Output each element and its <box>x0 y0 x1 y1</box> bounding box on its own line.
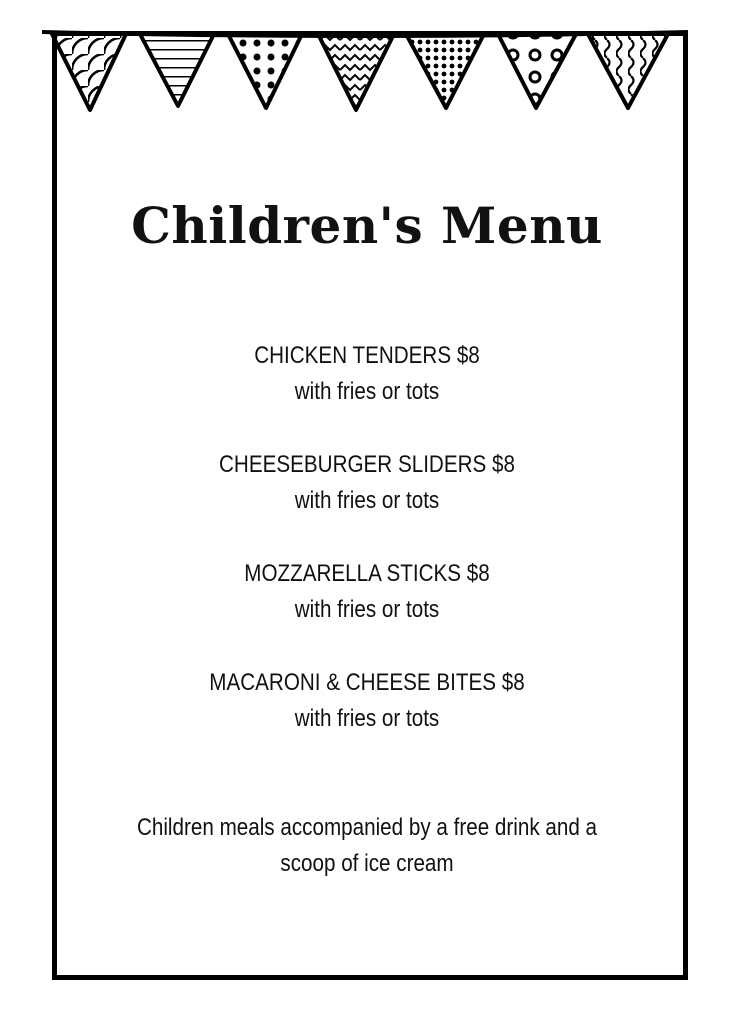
menu-item-description: with fries or tots <box>294 487 440 514</box>
menu-item-name: MOZZARELLA STICKS $8 <box>244 560 490 587</box>
menu-item <box>0 556 734 665</box>
menu-item-name: CHICKEN TENDERS $8 <box>254 342 480 369</box>
menu-item-name: MACARONI & CHEESE BITES $8 <box>209 669 525 696</box>
menu-item <box>0 338 734 447</box>
menu-item-description: with fries or tots <box>294 705 440 732</box>
page-title: Children's Menu <box>131 196 603 255</box>
menu-item <box>0 447 734 556</box>
menu-item-description: with fries or tots <box>294 378 440 405</box>
menu-item-description: with fries or tots <box>294 596 440 623</box>
footer-note: Children meals accompanied by a free drink and a scoop of ice cream <box>136 814 598 877</box>
menu-list <box>0 338 734 774</box>
bunting-flags-icon <box>40 22 690 122</box>
menu-item <box>0 665 734 774</box>
menu-item-name: CHEESEBURGER SLIDERS $8 <box>219 451 515 478</box>
